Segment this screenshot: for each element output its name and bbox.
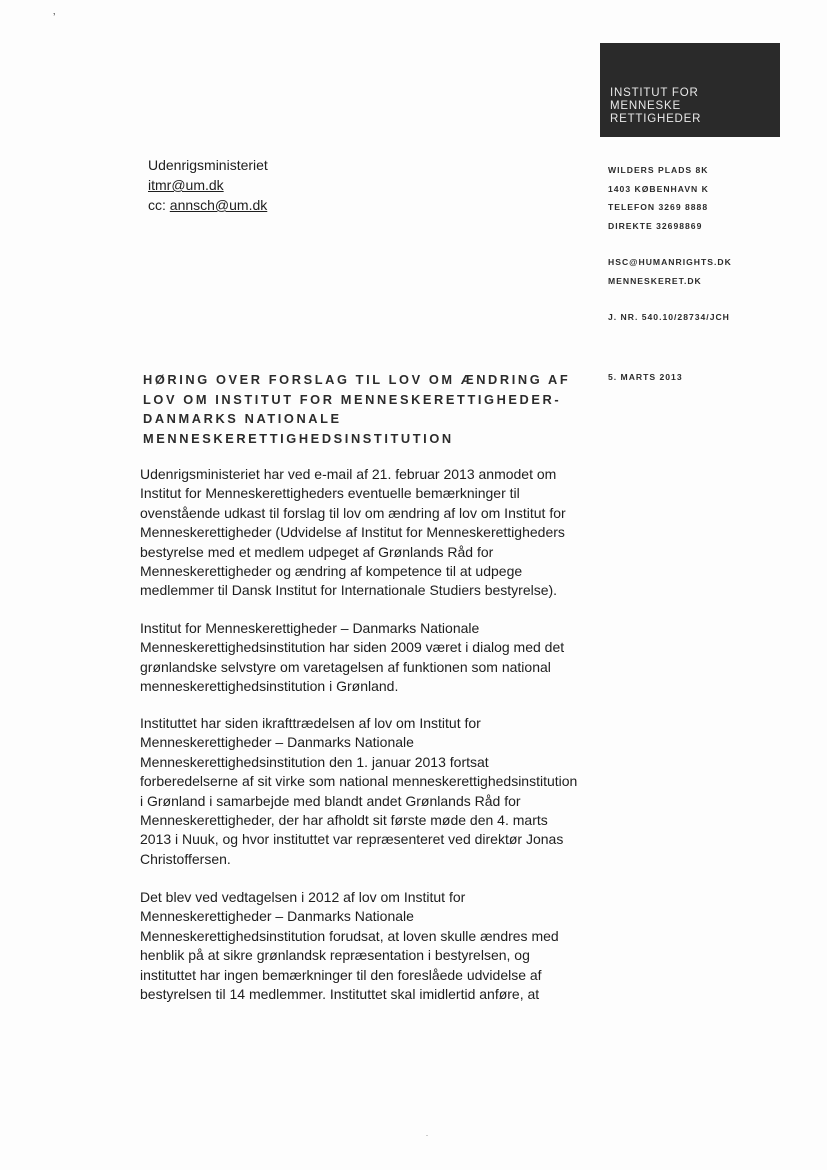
paragraph-line: Institut for Menneskerettigheder – Danmarks Nationale [140,620,480,636]
paragraph-line: Menneskerettigheder (Udvidelse af Institut for Menneskerettigheders [140,524,565,541]
paragraph-line: Institut for Menneskerettigheders eventuelle bemærkninger til [140,485,520,502]
sender-email: HSC@HUMANRIGHTS.DK [608,257,732,267]
address-line: 1403 KØBENHAVN K [608,183,709,194]
sender-contact-block [608,161,732,327]
paragraph-line: Menneskerettigheder – Danmarks Nationale [140,734,414,751]
sender-website: MENNESKERET.DK [608,275,702,286]
title-line: HØRING OVER FORSLAG TIL LOV OM ÆNDRING AF [143,372,571,387]
paragraph-line: grønlandske selvstyre om varetagelsen af funktionen som national [140,658,551,675]
paragraph-2 [140,619,610,697]
paragraph-1 [140,465,610,601]
title-line: DANMARKS NATIONALE [143,411,342,426]
scan-speck [426,1135,428,1136]
scan-mark: ʼ [53,12,56,24]
paragraph-line: bestyrelsen til 14 medlemmer. Instituttet skal imidlertid anføre, at [140,986,540,1003]
title-line: LOV OM INSTITUT FOR MENNESKERETTIGHEDER- [143,391,562,407]
paragraph-line: i Grønland i samarbejde med blandt andet Grønlands Råd for [140,792,521,809]
paragraph-line: Menneskerettigheder og ændring af kompetence til at udpege [140,563,523,580]
paragraph-line: Menneskerettigheder, der har afholdt sit første møde den 4. marts [140,812,548,829]
logo-line: MENNESKE [610,100,681,112]
paragraph-line: instituttet har ingen bemærkninger til den foreslåede udvidelse af [140,966,542,983]
cc-email-link[interactable]: annsch@um.dk [169,197,268,213]
paragraph-line: 2013 i Nuuk, og hvor instituttet var repræsenteret ved direktør Jonas [140,831,564,848]
paragraph-line: Christoffersen. [140,850,231,867]
journal-number: J. NR. 540.10/28734/JCH [608,312,730,322]
paragraph-line: Udenrigsministeriet har ved e-mail af 21. februar 2013 anmodet om [140,466,557,482]
paragraph-line: medlemmer til Dansk Institut for Internationale Studiers bestyrelse). [140,582,558,599]
recipient-email-link[interactable]: itmr@um.dk [148,177,224,193]
recipient-name: Udenrigsministeriet [148,157,268,173]
recipient-block [148,155,268,215]
paragraph-line: Menneskerettighedsinstitution har siden 2009 været i dialog med det [140,639,565,656]
paragraph-line: Det blev ved vedtagelsen i 2012 af lov om Institut for [140,889,466,905]
paragraph-4 [140,888,610,1004]
letter-title [143,370,588,448]
cc-label: cc: [148,197,170,213]
paragraph-line: menneskerettighedsinstitution i Grønland. [140,678,399,695]
paragraph-line: henblik på at sikre grønlandsk repræsentation i bestyrelsen, og [140,947,530,964]
letter-date: 5. MARTS 2013 [608,372,683,382]
title-line: MENNESKERETTIGHEDSINSTITUTION [143,430,454,446]
paragraph-line: Menneskerettigheder – Danmarks Nationale [140,908,414,925]
paragraph-line: forberedelserne af sit virke som national menneskerettighedsinstitution [140,773,578,790]
paragraph-line: Menneskerettighedsinstitution den 1. januar 2013 fortsat [140,753,489,770]
paragraph-line: Menneskerettighedsinstitution forudsat, at loven skulle ændres med [140,927,559,944]
direct-phone-line: DIREKTE 32698869 [608,220,703,231]
logo-line: INSTITUT FOR [610,87,699,99]
phone-line: TELEFON 3269 8888 [608,202,709,212]
logo-line: RETTIGHEDER [610,113,702,125]
address-line: WILDERS PLADS 8K [608,165,709,175]
paragraph-line: ovenstående udkast til forslag til lov om ændring af lov om Institut for [140,504,566,521]
institute-logo [600,43,780,137]
paragraph-line: Instituttet har siden ikrafttrædelsen af lov om Institut for [140,715,481,731]
paragraph-3 [140,714,610,869]
paragraph-line: bestyrelse med et medlem udpeget af Grønlands Råd for [140,543,494,560]
